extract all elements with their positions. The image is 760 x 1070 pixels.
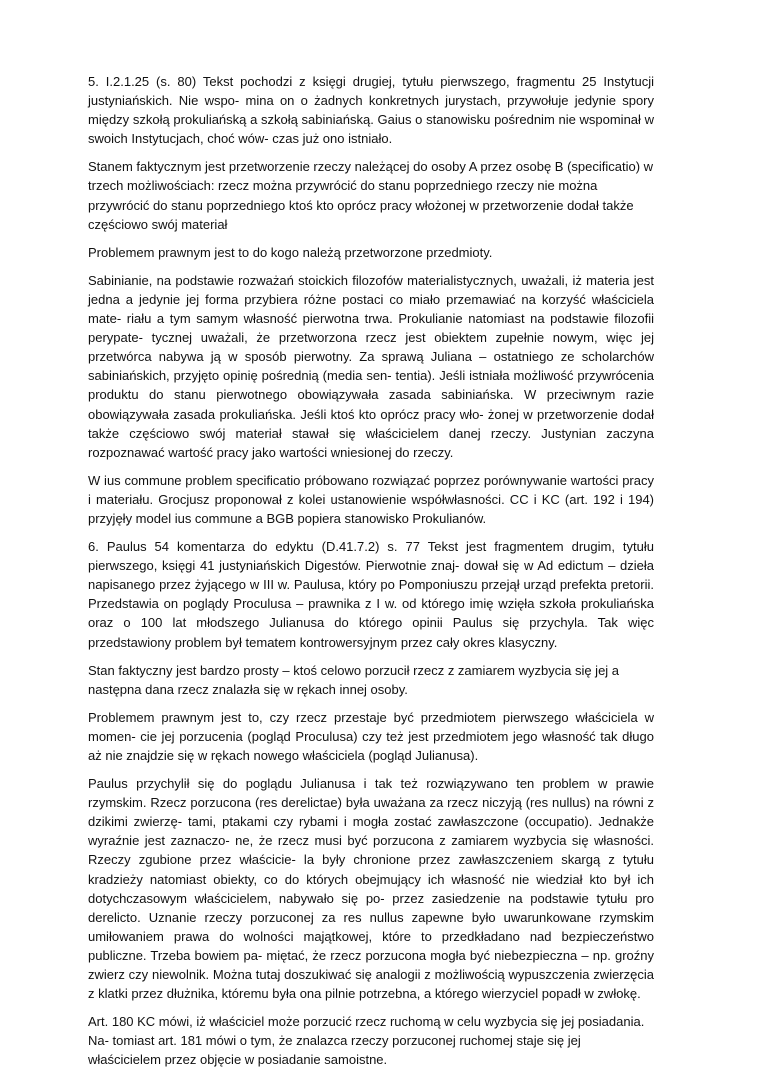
paragraph-digest-intro: 6. Paulus 54 komentarza do edyktu (D.41.7.2) s. 77 Tekst jest fragmentem drugim, tytułu pierwszego, księgi 41 justyniańskich Digestów. Pierwotnie znaj- dował się w Ad edictum – dzieła napisanego przez żyjącego w III w. Paulusa, który po Pomponiuszu przejął urząd prefekta pretorii. Przedstawia on poglądy Proculusa – prawnika z I w. od którego imię wzięła szkoła prokuliańska oraz o 100 lat młodszego Julianusa do którego opinii Paulus się przychyla. Tak więc przedstawiony problem był tematem kontrowersyjnym przez cały okres klasyczny. bbox=[88, 539, 654, 650]
paragraph-paulus-solution: Paulus przychylił się do poglądu Julianusa i tak też rozwiązywano ten problem w prawie rzymskim. Rzecz porzucona (res derelictae) była uważana za rzecz niczyją (res nullus) na równi z dzikimi zwierzę- tami, ptakami czy rybami i mogła zostać zawłaszczone (occupatio). Jednakże wyraźnie jest zaznaczo- ne, że rzecz musi być porzucona z zamiarem wyzbycia się własności. Rzeczy zgubione przez właścicie- la były chronione przez zawłaszczeniem skargą z tytułu kradzieży natomiast obiekty, co do których obejmujący ich własność nie wiedział kto był ich dotychczasowym właścicielem, nabywało się po- przez zasiedzenie na podstawie tytułu pro derelicto. Uznanie rzeczy porzuconej za res nullus zapewne było uwarunkowane rzymskim umiłowaniem prawa do wolności majątkowej, które to przedkładano nad bezpieczeństwo publiczne. Trzeba bowiem pa- miętać, że rzecz porzucona mogła być niebezpieczna – np. groźny zwierz czy niewolnik. Można tutaj doszukiwać się analogii z możliwością wypuszczenia zwierzęcia z klatki przez dłużnika, któremu była ona pilnie potrzebna, a którego wierzyciel popadł w zwłokę. bbox=[88, 776, 654, 1002]
paragraph-specificatio-facts: Stanem faktycznym jest przetworzenie rzeczy należącej do osoby A przez osobę B (specificatio) w trzech możliwościach: rzecz można przywrócić do stanu poprzedniego rzeczy nie można przywrócić do stanu poprzedniego ktoś kto oprócz pracy włożonej w przetworzenie dodał także częściowo swój materiał bbox=[88, 159, 654, 232]
paragraph-derelictio-problem: Problemem prawnym jest to, czy rzecz przestaje być przedmiotem pierwszego właściciela w momen- cie jej porzucenia (pogląd Proculusa) czy też jest przedmiotem jego własność tak długo aż nie znajdzie się w rękach nowego właściciela (pogląd Julianusa). bbox=[88, 709, 654, 763]
paragraph-specificatio-problem: Problemem prawnym jest to do kogo należą przetworzone przedmioty. bbox=[88, 244, 493, 260]
paragraph-derelictio-facts: Stan faktyczny jest bardzo prosty – ktoś celowo porzucił rzecz z zamiarem wyzbycia się jej a następna dana rzecz znalazła się w rękach innej osoby. bbox=[88, 662, 620, 697]
paragraph-kc-articles: Art. 180 KC mówi, iż właściciel może porzucić rzecz ruchomą w celu wyzbycia się jej posiadania. Na- tomiast art. 181 mówi o tym, że znalazca rzeczy porzuconej ruchomej staje się jej właścicielem przez objęcie w posiadanie samoistne. bbox=[88, 1014, 645, 1068]
paragraph-institutiones-intro: 5. I.2.1.25 (s. 80) Tekst pochodzi z księgi drugiej, tytułu pierwszego, fragmentu 25 Instytucji justyniańskich. Nie wspo- mina on o żadnych konkretnych jurystach, przywołuje jedynie spory między szkołą prokuliańską a szkołą sabiniańską. Gaius o stanowisku pośrednim nie wspominał w swoich Instytucjach, choć wów- czas już ono istniało. bbox=[88, 74, 654, 147]
paragraph-ius-commune: W ius commune problem specificatio próbowano rozwiązać poprzez porównywanie wartości pracy i materiału. Grocjusz proponował z kolei ustanowienie współwłasności. CC i KC (art. 192 i 194) przyjęły model ius commune a BGB popiera stanowisko Prokulianów. bbox=[88, 472, 654, 526]
paragraph-schools-views: Sabinianie, na podstawie rozważań stoickich filozofów materialistycznych, uważali, iż materia jest jedna a jedynie jej forma przybiera różne postaci co miało przemawiać na korzyść właściciela mate- riału a tym samym własność pierwotna trwa. Prokulianie natomiast na podstawie filozofii perypate- tycznej uważali, że przetworzona rzecz jest obiektem zupełnie nowym, więc jej przetwórca nabywa ją w sposób pierwotny. Za sprawą Juliana – ostatniego ze scholarchów sabiniańskich, przyjęto opinię pośrednią (media sen- tentia). Jeśli istniała możliwość przywrócenia produktu do stanu pierwotnego obowiązywała zasada sabiniańska. W przeciwnym razie obowiązywała zasada prokuliańska. Jeśli ktoś kto oprócz pracy wło- żonej w przetworzenie dodał także częściowo swój materiał stawał się właścicielem danej rzeczy. Justynian zaczyna rozpoznawać wartość pracy jako wartości wniesionej do rzeczy. bbox=[88, 272, 654, 460]
